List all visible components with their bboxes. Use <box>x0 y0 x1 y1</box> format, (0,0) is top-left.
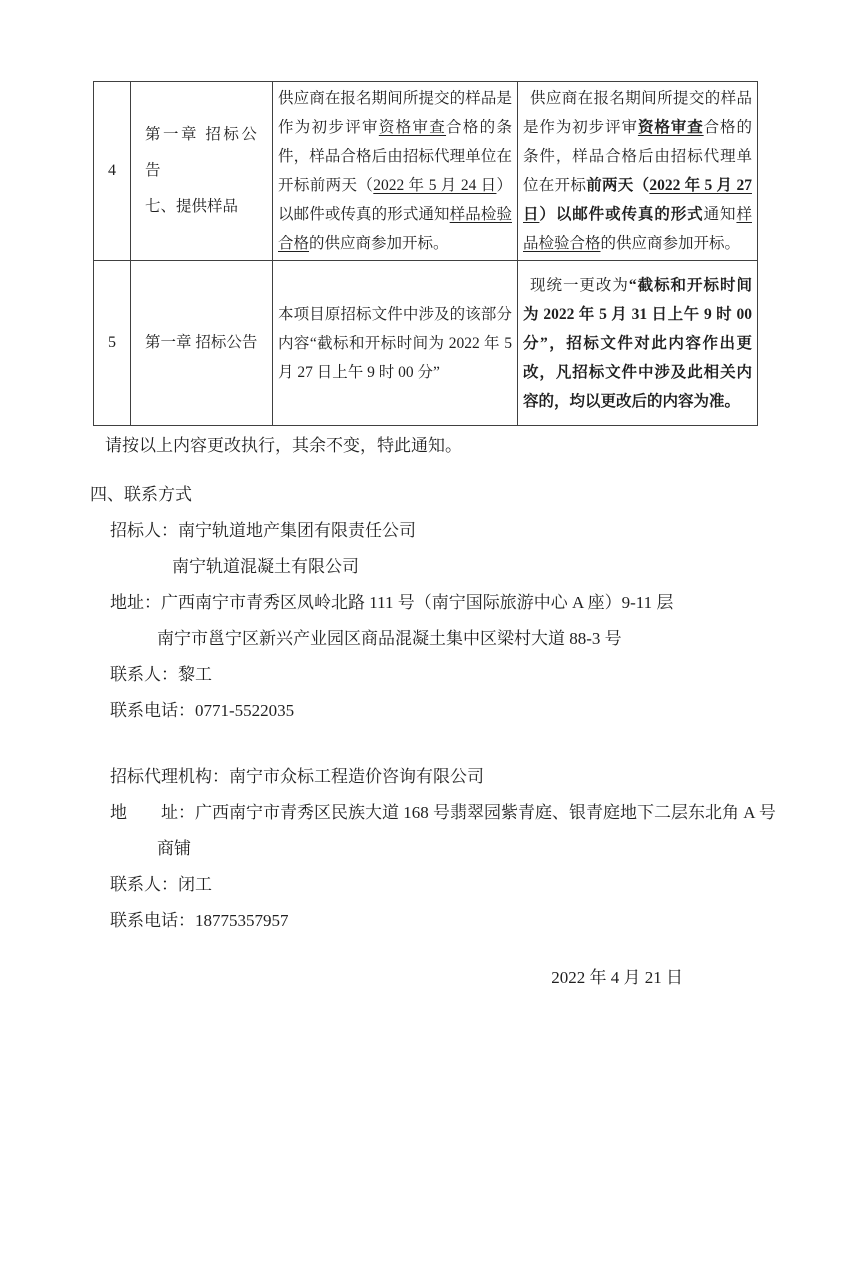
tenderer-line-2: 南宁轨道混凝土有限公司 <box>172 557 359 576</box>
tenderer-contact-person: 联系人：黎工 <box>110 665 212 684</box>
contact-section-heading: 四、联系方式 <box>90 485 192 504</box>
table-row-5 <box>94 261 758 426</box>
row-4-original-content-cell <box>273 82 518 261</box>
row-5-revised-paragraph: 现统一更改为“截标和开标时间为 2022 年 5 月 31 日上午 9 时 00 分”，招标文件对此内容作出更改，凡招标文件中涉及此相关内容的，均以更改后的内容为准。 <box>523 276 752 410</box>
notice-line: 请按以上内容更改执行，其余不变，特此通知。 <box>105 436 462 455</box>
row-5-original-paragraph: 本项目原招标文件中涉及的该部分内容“截标和开标时间为 2022 年 5 月 27 日上午 9 时 00 分” <box>278 305 512 381</box>
document-page <box>0 81 850 1283</box>
tenderer-line-1: 招标人：南宁轨道地产集团有限责任公司 <box>110 521 416 540</box>
row-4-original-paragraph: 供应商在报名期间所提交的样品是作为初步评审资格审查合格的条件，样品合格后由招标代理单位在开标前两天（2022 年 5 月 24 日）以邮件或传真的形式通知样品检验合格的供应商参加开标。 <box>278 90 512 252</box>
row-5-revised-content-cell <box>518 261 758 426</box>
tenderer-address-line-1: 地址：广西南宁市青秀区凤岭北路 111 号（南宁国际旅游中心 A 座）9-11 层 <box>110 593 674 612</box>
tenderer-contact-phone: 联系电话：0771-5522035 <box>110 701 295 720</box>
row-5-original-content-cell <box>273 261 518 426</box>
row-4-seq-number: 4 <box>94 82 131 261</box>
row-4-chapter-title: 第一章 招标公告 <box>145 126 260 179</box>
row-5-chapter-cell <box>131 261 273 426</box>
row-4-revised-paragraph: 供应商在报名期间所提交的样品是作为初步评审资格审查合格的条件，样品合格后由招标代理单位在开标前两天（2022 年 5 月 27 日）以邮件或传真的形式通知样品检验合格的供应商参加开标。 <box>523 90 752 252</box>
agency-address-line-1: 地 址：广西南宁市青秀区民族大道 168 号翡翠园紫青庭、银青庭地下二层东北角 A 号 <box>110 803 776 822</box>
tenderer-address-line-2: 南宁市邕宁区新兴产业园区商品混凝土集中区梁村大道 88-3 号 <box>157 629 622 648</box>
sign-date: 2022 年 4 月 21 日 <box>551 968 683 987</box>
agency-contact-phone: 联系电话：18775357957 <box>110 911 289 930</box>
table-row-4 <box>94 82 758 261</box>
agency-contact-person: 联系人：闭工 <box>110 875 212 894</box>
change-table <box>93 81 758 426</box>
row-5-seq-number: 5 <box>94 261 131 426</box>
agency-address-line-2: 商铺 <box>157 839 191 858</box>
row-4-revised-content-cell <box>518 82 758 261</box>
agency-line: 招标代理机构：南宁市众标工程造价咨询有限公司 <box>110 767 484 786</box>
row-4-chapter-item: 七、提供样品 <box>145 198 239 215</box>
row-4-chapter-cell <box>131 82 273 261</box>
row-5-chapter-title: 第一章 招标公告 <box>145 334 258 351</box>
